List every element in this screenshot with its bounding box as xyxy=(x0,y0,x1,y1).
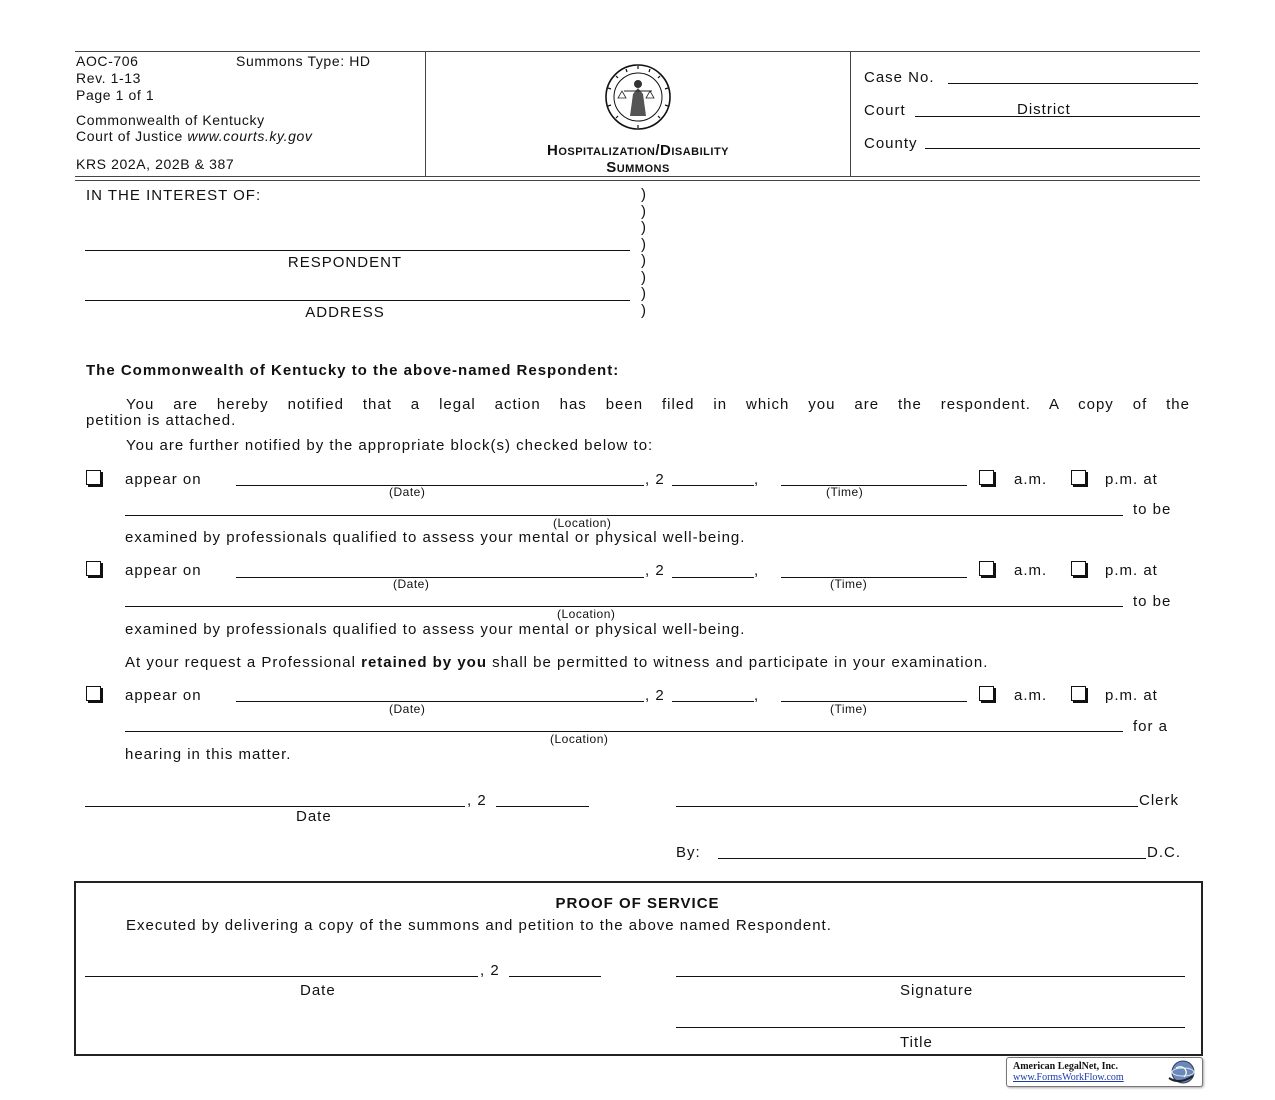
location-field-3[interactable] xyxy=(125,731,1123,732)
caption-paren: ) xyxy=(641,203,646,220)
date-caption: (Date) xyxy=(389,485,426,499)
location-caption: (Location) xyxy=(557,607,616,621)
comma: , xyxy=(754,687,760,704)
for-a-label: for a xyxy=(1133,718,1169,735)
pm-label: p.m. at xyxy=(1105,687,1158,704)
page-number: Page 1 of 1 xyxy=(76,87,155,103)
date-field-3[interactable] xyxy=(236,701,644,702)
further-notice: You are further notified by the appropriate block(s) checked below to: xyxy=(126,437,654,454)
location-caption: (Location) xyxy=(553,516,612,530)
location-field-2[interactable] xyxy=(125,606,1123,607)
exam-checkbox-2[interactable] xyxy=(86,561,101,576)
date-field-2[interactable] xyxy=(236,577,644,578)
year-prefix: , 2 xyxy=(645,687,665,704)
location-field-1[interactable] xyxy=(125,515,1123,516)
time-caption: (Time) xyxy=(830,702,868,716)
year-field-3[interactable] xyxy=(672,701,754,702)
comma: , xyxy=(754,471,760,488)
clerk-label: Clerk xyxy=(1139,792,1180,809)
notice-line1: You are hereby notified that a legal action has been filed in which you are the respondent. A copy of the xyxy=(126,396,1190,413)
caption-paren: ) xyxy=(641,186,646,203)
commonwealth-label: Commonwealth of Kentucky xyxy=(76,112,265,128)
form-number: AOC-706 xyxy=(76,53,139,69)
legalnet-url[interactable]: www.FormsWorkFlow.com xyxy=(1013,1072,1124,1083)
appear-on-label: appear on xyxy=(125,562,202,579)
caption-paren: ) xyxy=(641,236,646,253)
case-no-field[interactable] xyxy=(948,83,1198,84)
request-bold: retained by you xyxy=(361,654,487,671)
court-of-justice-line xyxy=(76,128,312,144)
proof-date-label: Date xyxy=(300,982,336,999)
dc-label: D.C. xyxy=(1147,844,1181,861)
proof-year-field[interactable] xyxy=(509,976,601,977)
by-label: By: xyxy=(676,844,701,861)
proof-signature-label: Signature xyxy=(900,982,974,999)
am-checkbox-2[interactable] xyxy=(979,561,994,576)
issue-year-field[interactable] xyxy=(496,806,589,807)
website-link[interactable]: www.courts.ky.gov xyxy=(187,128,313,144)
notice-line2: petition is attached. xyxy=(86,412,237,429)
in-interest-label: IN THE INTEREST OF: xyxy=(86,187,262,204)
court-label: Court xyxy=(864,102,906,119)
year-prefix: , 2 xyxy=(480,962,500,979)
salutation: The Commonwealth of Kentucky to the above-named Respondent: xyxy=(86,362,620,379)
address-field[interactable] xyxy=(85,300,630,301)
form-subtitle: Summons xyxy=(606,159,670,176)
caption-paren: ) xyxy=(641,285,646,302)
exam-checkbox-1[interactable] xyxy=(86,470,101,485)
year-field-1[interactable] xyxy=(672,485,754,486)
time-field-1[interactable] xyxy=(781,485,967,486)
statutes: KRS 202A, 202B & 387 xyxy=(76,156,235,172)
to-be-label: to be xyxy=(1133,501,1172,518)
hearing-text: hearing in this matter. xyxy=(125,746,292,763)
request-pre: At your request a Professional xyxy=(125,654,356,671)
legalnet-company: American LegalNet, Inc. xyxy=(1013,1061,1118,1072)
county-label: County xyxy=(864,135,918,152)
am-label: a.m. xyxy=(1014,687,1048,704)
caption-paren: ) xyxy=(641,269,646,286)
clerk-signature-field[interactable] xyxy=(676,806,1138,807)
date-caption: (Date) xyxy=(393,577,430,591)
summons-type: Summons Type: HD xyxy=(236,53,371,69)
pm-label: p.m. at xyxy=(1105,471,1158,488)
court-of-justice: Court of Justice xyxy=(76,128,183,144)
proof-title-field[interactable] xyxy=(676,1027,1185,1028)
caption-paren: ) xyxy=(641,302,646,319)
location-caption: (Location) xyxy=(550,732,609,746)
case-no-label: Case No. xyxy=(864,69,935,86)
proof-title: PROOF OF SERVICE xyxy=(555,895,720,912)
appear-on-label: appear on xyxy=(125,687,202,704)
court-seal-icon xyxy=(586,64,690,130)
year-prefix: , 2 xyxy=(467,792,487,809)
am-label: a.m. xyxy=(1014,562,1048,579)
proof-date-field[interactable] xyxy=(85,976,478,977)
examined-text: examined by professionals qualified to assess your mental or physical well-being. xyxy=(125,621,746,638)
am-checkbox-1[interactable] xyxy=(979,470,994,485)
respondent-field[interactable] xyxy=(85,250,630,251)
pm-checkbox-1[interactable] xyxy=(1071,470,1086,485)
proof-signature-field[interactable] xyxy=(676,976,1185,977)
issue-date-field[interactable] xyxy=(85,806,465,807)
pm-label: p.m. at xyxy=(1105,562,1158,579)
time-field-3[interactable] xyxy=(781,701,967,702)
year-prefix: , 2 xyxy=(645,562,665,579)
pm-checkbox-2[interactable] xyxy=(1071,561,1086,576)
caption-paren: ) xyxy=(641,219,646,236)
respondent-label: RESPONDENT xyxy=(287,254,403,271)
legalnet-badge[interactable] xyxy=(1006,1057,1203,1087)
date-caption: (Date) xyxy=(389,702,426,716)
court-value: District xyxy=(1017,101,1071,118)
examined-text: examined by professionals qualified to assess your mental or physical well-being. xyxy=(125,529,746,546)
date-label: Date xyxy=(296,808,332,825)
time-caption: (Time) xyxy=(826,485,864,499)
proof-title-label: Title xyxy=(900,1034,933,1051)
hearing-checkbox[interactable] xyxy=(86,686,101,701)
appear-on-label: appear on xyxy=(125,471,202,488)
year-field-2[interactable] xyxy=(672,577,754,578)
address-label: ADDRESS xyxy=(305,304,385,321)
pm-checkbox-3[interactable] xyxy=(1071,686,1086,701)
proof-executed: Executed by delivering a copy of the summons and petition to the above named Respondent. xyxy=(126,917,832,934)
comma: , xyxy=(754,562,760,579)
revision: Rev. 1-13 xyxy=(76,70,142,86)
globe-icon xyxy=(1167,1059,1197,1085)
professional-request xyxy=(125,654,988,671)
am-checkbox-3[interactable] xyxy=(979,686,994,701)
time-caption: (Time) xyxy=(830,577,868,591)
am-label: a.m. xyxy=(1014,471,1048,488)
county-field[interactable] xyxy=(925,148,1200,149)
caption-paren: ) xyxy=(641,252,646,269)
time-field-2[interactable] xyxy=(781,577,967,578)
to-be-label: to be xyxy=(1133,593,1172,610)
form-title: Hospitalization/Disability xyxy=(546,142,730,159)
deputy-clerk-field[interactable] xyxy=(718,858,1146,859)
request-post: shall be permitted to witness and participate in your examination. xyxy=(492,654,989,671)
date-field-1[interactable] xyxy=(236,485,644,486)
year-prefix: , 2 xyxy=(645,471,665,488)
